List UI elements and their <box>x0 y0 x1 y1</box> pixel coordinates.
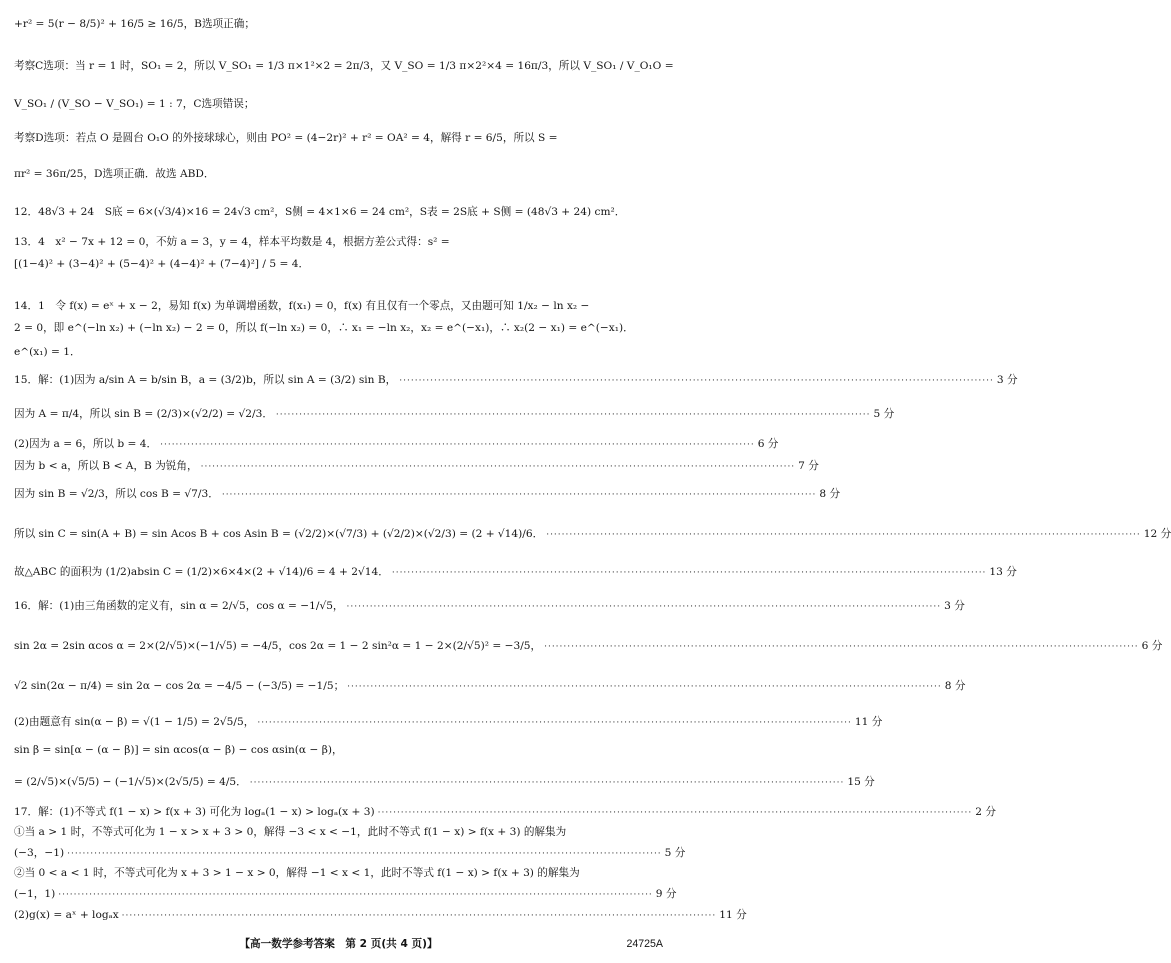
score-leader-dots <box>392 567 987 580</box>
score-leader-dots <box>399 375 994 388</box>
q15-step-2-score: 5 分 <box>873 408 895 420</box>
q17-case-2-interval: (−1，1) <box>14 888 56 900</box>
q16-step-3-text: √2 sin(2α − π/4) = sin 2α − cos 2α = −4/5 − (−3/5) = −1/5； <box>14 680 345 692</box>
paper-code: 24725A <box>626 938 663 950</box>
score-leader-dots <box>257 717 852 730</box>
q15-step-3 <box>14 438 779 452</box>
score-leader-dots <box>67 848 662 861</box>
q17-step-1 <box>14 806 996 820</box>
q16-step-4 <box>14 716 883 730</box>
q17-case-1-text: ①当 a > 1 时，不等式可化为 1 − x > x + 3 > 0，解得 −3 < x < −1，此时不等式 f(1 − x) > f(x + 3) 的解集为 <box>14 826 567 838</box>
q16-step-4-text: (2)由题意有 sin(α − β) = √(1 − 1/5) = 2√5/5， <box>14 716 255 728</box>
q16-step-2-score: 6 分 <box>1141 640 1163 652</box>
q15-step-5 <box>14 488 841 502</box>
q15-step-6-text: 所以 sin C = sin(A + B) = sin Acos B + cos Asin B = (√2/2)×(√7/3) + (√2/2)×(√2/3) = (2 + √14)/6． <box>14 528 544 540</box>
q15-step-2 <box>14 408 895 422</box>
q16-step-4-score: 11 分 <box>854 716 883 728</box>
q15-step-3-text: (2)因为 a = 6，所以 b = 4． <box>14 438 158 450</box>
q14-conclusion: e^(x₁) = 1． <box>14 346 81 358</box>
q16-step-1-text: 16．解：(1)由三角函数的定义有，sin α = 2/√5，cos α = −1/√5， <box>14 600 344 612</box>
footer-title: 【高一数学参考答案 第 2 页(共 4 页)】 <box>239 938 438 950</box>
q15-step-6-score: 12 分 <box>1143 528 1171 540</box>
q15-step-1-score: 3 分 <box>996 374 1018 386</box>
q17-step-1-text: 17．解：(1)不等式 f(1 − x) > f(x + 3) 可化为 logₐ(1 − x) > logₐ(x + 3) <box>14 806 375 818</box>
score-leader-dots <box>222 489 817 502</box>
q15-step-3-score: 6 分 <box>757 438 779 450</box>
q13-answer: 13．4 x² − 7x + 12 = 0，不妨 a = 3，y = 4，样本平均数是 4，根据方差公式得：s² = <box>14 236 450 248</box>
score-leader-dots <box>201 461 796 474</box>
score-leader-dots <box>347 681 942 694</box>
q16-step-6-text: = (2/√5)×(√5/5) − (−1/√5)×(2√5/5) = 4/5． <box>14 776 247 788</box>
q15-step-1-text: 15．解：(1)因为 a/sin A = b/sin B，a = (3/2)b，所以 sin A = (3/2) sin B， <box>14 374 397 386</box>
q17-part-2-text: (2)g(x) = aˣ + logₐx <box>14 909 119 921</box>
q11-option-d-conclusion: πr² = 36π/25，D选项正确．故选 ABD． <box>14 168 215 180</box>
q15-step-2-text: 因为 A = π/4，所以 sin B = (2/3)×(√2/2) = √2/3． <box>14 408 273 420</box>
score-leader-dots <box>250 777 845 790</box>
score-leader-dots <box>58 889 653 902</box>
q15-step-5-text: 因为 sin B = √2/3，所以 cos B = √7/3． <box>14 488 219 500</box>
q17-part-2-score: 11 分 <box>719 909 747 921</box>
q15-step-6 <box>14 528 1171 542</box>
page-footer <box>0 937 677 951</box>
q15-step-5-score: 8 分 <box>819 488 841 500</box>
q17-case-1-interval: (−3，−1) <box>14 847 65 859</box>
q16-step-1 <box>14 600 965 614</box>
score-leader-dots <box>122 910 717 923</box>
q15-step-4-text: 因为 b < a，所以 B < A，B 为锐角， <box>14 460 198 472</box>
q15-step-4 <box>14 460 819 474</box>
q16-step-1-score: 3 分 <box>944 600 965 612</box>
q15-step-1 <box>14 374 1018 388</box>
q11-option-d-text: 考察D选项：若点 O 是圆台 O₁O 的外接球球心，则由 PO² = (4−2r)² + r² = OA² = 4，解得 r = 6/5，所以 S = <box>14 132 558 144</box>
q17-part-2 <box>14 909 747 923</box>
q17-case-2-score: 9 分 <box>655 888 677 900</box>
score-leader-dots <box>276 409 871 422</box>
score-leader-dots <box>546 529 1141 542</box>
q11-option-c-text: 考察C选项：当 r = 1 时，SO₁ = 2，所以 V_SO₁ = 1/3 π×1²×2 = 2π/3，又 V_SO = 1/3 π×2²×4 = 16π/3，所以 V_SO₁ / V_O₁O = <box>14 60 674 72</box>
q13-variance: [(1−4)² + (3−4)² + (5−4)² + (4−4)² + (7−4)²] / 5 = 4． <box>14 258 310 270</box>
q16-step-3-score: 8 分 <box>944 680 966 692</box>
score-leader-dots <box>544 641 1139 654</box>
q16-step-5: sin β = sin[α − (α − β)] = sin αcos(α − β) − cos αsin(α − β)， <box>14 744 343 756</box>
score-leader-dots <box>347 601 942 614</box>
q16-step-6 <box>14 776 875 790</box>
q15-step-7 <box>14 566 1017 580</box>
q12-answer: 12．48√3 + 24 S底 = 6×(√3/4)×16 = 24√3 cm²，S侧 = 4×1×6 = 24 cm²，S表 = 2S底 + S侧 = (48√3 + 24) cm²． <box>14 206 626 218</box>
q15-step-4-score: 7 分 <box>798 460 819 472</box>
q16-step-6-score: 15 分 <box>847 776 875 788</box>
score-leader-dots <box>378 807 973 820</box>
q11-option-b-conclusion: +r² = 5(r − 8/5)² + 16/5 ≥ 16/5，B选项正确； <box>14 18 255 30</box>
q16-step-2 <box>14 640 1163 654</box>
score-leader-dots <box>160 439 755 452</box>
q17-case-2-solution <box>14 888 677 902</box>
q14-answer: 14．1 令 f(x) = eˣ + x − 2，易知 f(x) 为单调增函数，f(x₁) = 0，f(x) 有且仅有一个零点，又由题可知 1/x₂ − ln x₂ − <box>14 300 590 312</box>
q17-case-2-text: ②当 0 < a < 1 时，不等式可化为 x + 3 > 1 − x > 0，解得 −1 < x < 1，此时不等式 f(1 − x) > f(x + 3) 的解集为 <box>14 867 580 879</box>
q15-step-7-score: 13 分 <box>989 566 1017 578</box>
q17-case-1-solution <box>14 847 686 861</box>
q16-step-3 <box>14 680 966 694</box>
q11-option-c-ratio: V_SO₁ / (V_SO − V_SO₁) = 1 : 7，C选项错误； <box>14 98 255 110</box>
q17-step-1-score: 2 分 <box>975 806 996 818</box>
q16-step-2-text: sin 2α = 2sin αcos α = 2×(2/√5)×(−1/√5) = −4/5，cos 2α = 1 − 2 sin²α = 1 − 2×(2/√5)² = −3/5， <box>14 640 542 652</box>
q15-step-7-text: 故△ABC 的面积为 (1/2)absin C = (1/2)×6×4×(2 + √14)/6 = 4 + 2√14． <box>14 566 389 578</box>
q14-derivation: 2 = 0，即 e^(−ln x₂) + (−ln x₂) − 2 = 0，所以 f(−ln x₂) = 0，∴ x₁ = −ln x₂，x₂ = e^(−x₁)，∴ x₂(2 − x₁) = e^(−x₁)． <box>14 322 634 334</box>
q17-case-1-score: 5 分 <box>664 847 686 859</box>
